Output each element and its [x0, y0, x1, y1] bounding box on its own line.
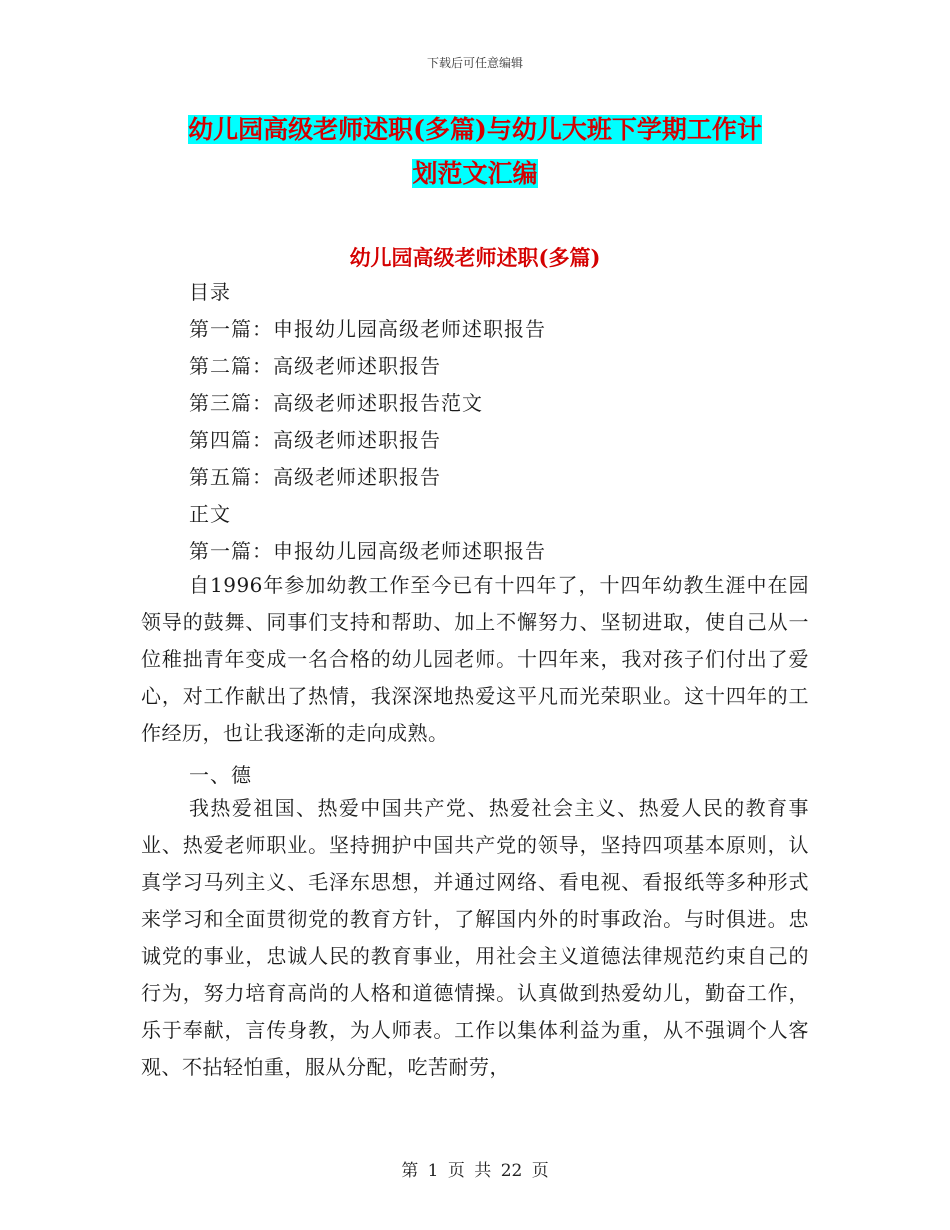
section-one-heading: 一、德 — [189, 763, 252, 787]
first-article-heading: 第一篇：申报幼儿园高级老师述职报告 — [189, 539, 546, 563]
toc-heading: 目录 — [189, 280, 231, 304]
page-footer: 第 1 页 共 22 页 — [401, 1161, 549, 1181]
toc-item-4: 第四篇：高级老师述职报告 — [189, 428, 441, 452]
document-title-text-2: 划范文汇编 — [412, 159, 538, 188]
toc-item-1: 第一篇：申报幼儿园高级老师述职报告 — [189, 317, 546, 341]
section-one-paragraph: 我热爱祖国、热爱中国共产党、热爱社会主义、热爱人民的教育事业、热爱老师职业。坚持拥护中国共产党的领导，坚持四项基本原则，认真学习马列主义、毛泽东思想，并通过网络、看电视、看报纸等多种形式来学习和全面贯彻党的教育方针，了解国内外的时事政治。与时俱进。忠诚党的事业，忠诚人民的教育事业，用社会主义道德法律规范约束自己的行为，努力培育高尚的人格和道德情操。认真做到热爱幼儿，勤奋工作，乐于奉献，言传身教，为人师表。工作以集体利益为重，从不强调个人客观、不拈轻怕重，服从分配，吃苦耐劳， — [141, 796, 809, 1079]
header-note: 下载后可任意编辑 — [426, 56, 523, 70]
document-title-line-2 — [140, 152, 810, 196]
document-title-line-1 — [140, 108, 810, 152]
toc-item-2: 第二篇：高级老师述职报告 — [189, 354, 441, 378]
section-title: 幼儿园高级老师述职(多篇) — [349, 245, 601, 270]
document-title-text-1: 幼儿园高级老师述职(多篇)与幼儿大班下学期工作计 — [188, 115, 762, 144]
intro-paragraph: 自1996年参加幼教工作至今已有十四年了，十四年幼教生涯中在园领导的鼓舞、同事们支持和帮助、加上不懈努力、坚韧进取，使自己从一位稚拙青年变成一名合格的幼儿园老师。十四年来，我对孩子们付出了爱心，对工作献出了热情，我深深地热爱这平凡而光荣职业。这十四年的工作经历，也让我逐渐的走向成熟。 — [141, 573, 809, 745]
toc-item-3: 第三篇：高级老师述职报告范文 — [189, 391, 483, 415]
toc-item-5: 第五篇：高级老师述职报告 — [189, 465, 441, 489]
body-heading: 正文 — [189, 502, 231, 526]
